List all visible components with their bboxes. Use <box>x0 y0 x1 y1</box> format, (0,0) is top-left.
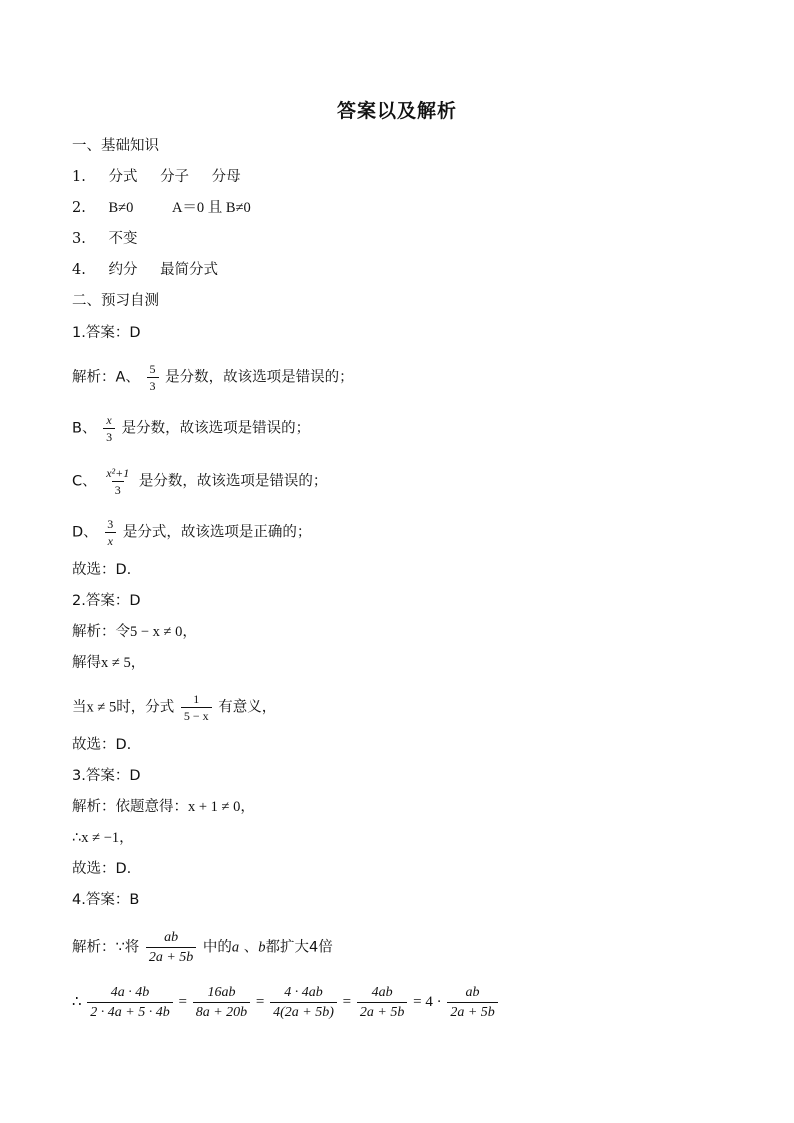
fraction: $\frac{x}{3}$ <box>103 413 115 444</box>
fraction: $\frac{16ab}{8a + 20b}$ <box>193 984 250 1021</box>
basic-item-4: 4. 约分 最简分式 <box>72 262 219 278</box>
q2-analysis-2: 解得x ≠ 5， <box>72 655 146 671</box>
q4-equation: ∴ $\frac{4a \cdot 4b}{2 \cdot 4a + 5 \cdot 4b}$ = $\frac{16ab}{8a + 20b}$ = $\frac{4 \cdot 4ab}{4(2a + 5b)}$ = $\frac{4ab}{2a + 5b}$ = 4 · $\frac{ab}{2a + 5b}$ <box>72 984 500 1021</box>
q4-answer: 4.答案：B <box>72 892 140 908</box>
section-heading-basic: 一、基础知识 <box>72 138 159 154</box>
q3-answer: 3.答案：D <box>72 768 141 784</box>
fraction: $\frac{4a \cdot 4b}{2 \cdot 4a + 5 \cdot 4b}$ <box>87 984 172 1021</box>
q1-answer: 1.答案：D <box>72 325 141 341</box>
q1-choice: 故选：D. <box>72 562 132 578</box>
fraction: $\frac{5}{3}$ <box>147 362 159 393</box>
fraction: $\frac{ab}{2a + 5b}$ <box>146 929 196 966</box>
q2-choice: 故选：D. <box>72 737 132 753</box>
page-title: 答案以及解析 <box>336 100 457 122</box>
q1-analysis-d: D、 $\frac{3}{x}$ 是分式，故该选项是正确的； <box>72 517 312 548</box>
q2-analysis-1: 解析：令5 − x ≠ 0， <box>72 624 197 640</box>
q1-analysis-c: C、 $\frac{\text{x²+1}}{3}$ 是分数，故该选项是错误的； <box>72 466 328 497</box>
q4-analysis-1: 解析：∵将 $\frac{ab}{2a + 5b}$ 中的a 、b都扩大4倍 <box>72 930 333 965</box>
basic-item-1: 1. 分式 分子 分母 <box>72 169 241 185</box>
basic-item-3: 3. 不变 <box>72 231 138 247</box>
basic-item-2: 2. B≠0 A＝0 且 B≠0 <box>72 200 251 216</box>
q2-answer: 2.答案：D <box>72 593 141 609</box>
fraction: $\frac{ab}{2a + 5b}$ <box>447 984 497 1021</box>
fraction: $\frac{3}{x}$ <box>104 517 116 548</box>
q2-analysis-3: 当x ≠ 5时，分式 $\frac{1}{5 - x}$ 有意义， <box>72 692 277 723</box>
q3-analysis-2: ∴x ≠ −1， <box>72 830 134 846</box>
q1-analysis-a: 解析：A、 $\frac{5}{3}$ 是分数，故该选项是错误的； <box>72 362 354 393</box>
q3-analysis-1: 解析：依题意得：x + 1 ≠ 0， <box>72 799 255 815</box>
fraction: $\frac{1}{5 - x}$ <box>181 692 212 723</box>
fraction: $\frac{4ab}{2a + 5b}$ <box>357 984 407 1021</box>
fraction: $\frac{\text{x²+1}}{3}$ <box>106 466 130 497</box>
fraction: $\frac{4 \cdot 4ab}{4(2a + 5b)}$ <box>270 984 337 1021</box>
q1-analysis-b: B、 $\frac{x}{3}$ 是分数，故该选项是错误的； <box>72 413 311 444</box>
q3-choice: 故选：D. <box>72 861 132 877</box>
section-heading-preview: 二、预习自测 <box>72 293 159 309</box>
